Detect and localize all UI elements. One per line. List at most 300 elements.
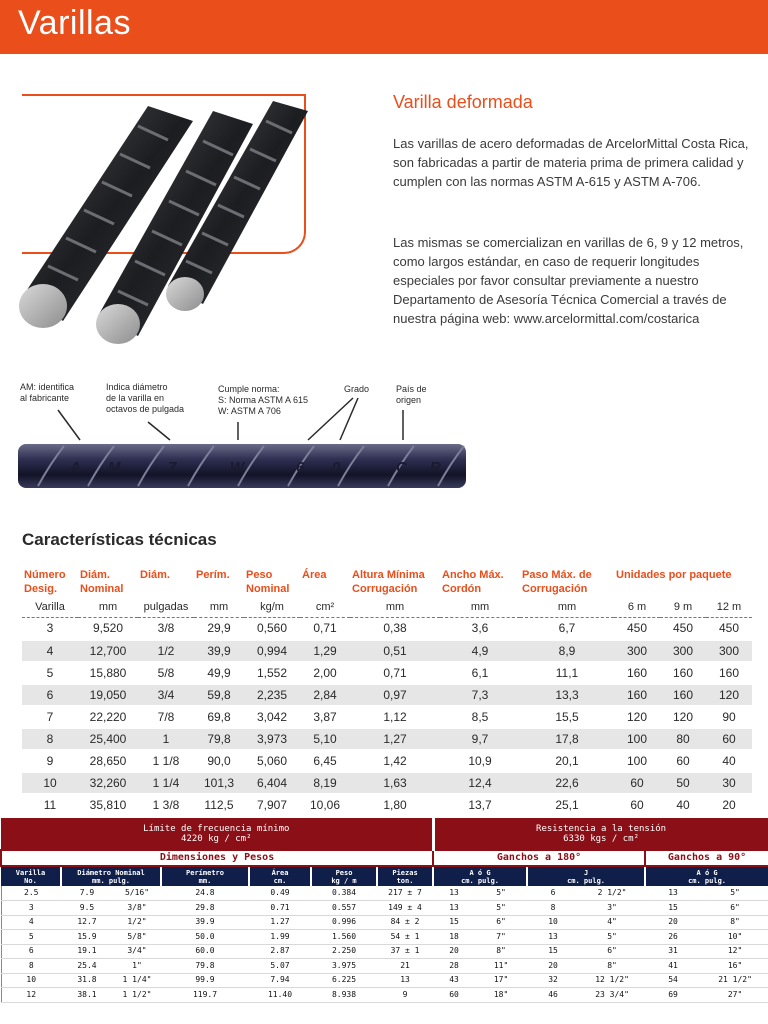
hooks-row	[1, 944, 768, 959]
hooks-cell: 10	[527, 915, 579, 930]
hooks-column-header	[249, 866, 311, 886]
specs-cell: 6,45	[300, 750, 350, 772]
hooks-cell: 38.1	[61, 988, 113, 1003]
hooks-cell: 21 1/2"	[701, 973, 768, 988]
header-max-width: Ancho Máx. Cordón	[442, 569, 504, 595]
specs-cell: 12,4	[440, 772, 520, 794]
hooks-cell: 84 ± 2	[377, 915, 433, 930]
hooks-section	[0, 818, 768, 1024]
hooks-cell: 6"	[701, 901, 768, 916]
unit-cell: Varilla	[22, 596, 78, 618]
specs-cell: 22,220	[78, 706, 138, 728]
hooks-cell: 6	[1, 944, 61, 959]
specs-cell: 29,9	[194, 618, 244, 640]
hooks-cell: 12	[1, 988, 61, 1003]
specs-units-row	[22, 596, 752, 618]
hooks-cell: 119.7	[161, 988, 249, 1003]
specs-cell: 1 3/8	[138, 794, 194, 816]
specs-cell: 11	[22, 794, 78, 816]
specs-cell: 60	[614, 772, 660, 794]
bar-mark-standard: W	[230, 459, 245, 476]
specs-cell: 40	[706, 750, 752, 772]
specs-cell: 5,060	[244, 750, 300, 772]
hooks-cell: 7.94	[249, 973, 311, 988]
specs-heading: Características técnicas	[22, 530, 217, 549]
hooks-column-header	[1, 866, 61, 886]
specs-cell: 12,700	[78, 640, 138, 662]
hooks-cell: 6.225	[311, 973, 377, 988]
hooks-cell: 3"	[579, 901, 645, 916]
hooks-cell: 1 1/4"	[113, 973, 161, 988]
specs-cell: 101,3	[194, 772, 244, 794]
bar-mark-c: C	[396, 459, 407, 476]
hooks-cell: 0.996	[311, 915, 377, 930]
hooks-cell: 5"	[579, 930, 645, 945]
hooks-cell: 5/8"	[113, 930, 161, 945]
specs-cell: 450	[660, 618, 706, 640]
specs-cell: 120	[706, 684, 752, 706]
specs-cell: 160	[706, 662, 752, 684]
specs-cell: 1,63	[350, 772, 440, 794]
hooks-cell: 46	[527, 988, 579, 1003]
hooks-column-header	[61, 866, 161, 886]
hooks-cell: 0.384	[311, 886, 377, 901]
specs-cell: 450	[614, 618, 660, 640]
specs-cell: 3/4	[138, 684, 194, 706]
hooks-table	[0, 818, 768, 1003]
hooks-column-unit: cm. pulg.	[567, 876, 606, 885]
yield-limit	[1, 818, 433, 850]
specs-cell: 79,8	[194, 728, 244, 750]
specs-cell: 450	[706, 618, 752, 640]
header-area: Área	[302, 569, 327, 581]
specs-cell: 300	[706, 640, 752, 662]
hooks-cell: 3	[1, 901, 61, 916]
hooks-cell: 10	[1, 973, 61, 988]
specs-cell: 8,9	[520, 640, 614, 662]
hooks-cell: 43	[433, 973, 475, 988]
hooks-cell: 6"	[579, 944, 645, 959]
hooks-column-title: Perímetro	[186, 868, 224, 877]
hooks-cell: 1 1/2"	[113, 988, 161, 1003]
hooks-cell: 1/2"	[113, 915, 161, 930]
header-min-height: Altura Mínima Corrugación	[352, 569, 425, 595]
specs-cell: 1,29	[300, 640, 350, 662]
hooks-cell: 15	[645, 901, 701, 916]
specs-cell: 35,810	[78, 794, 138, 816]
unit-cell: cm²	[300, 596, 350, 618]
hooks-cell: 8"	[701, 915, 768, 930]
specs-table	[22, 568, 752, 817]
hooks-cell: 17"	[475, 973, 527, 988]
hooks-cell: 5/16"	[113, 886, 161, 901]
specs-cell: 40	[660, 794, 706, 816]
specs-cell: 9,520	[78, 618, 138, 640]
hooks-cell: 12"	[701, 944, 768, 959]
specs-cell: 17,8	[520, 728, 614, 750]
hooks-cell: 7.9	[61, 886, 113, 901]
specs-cell: 6	[22, 684, 78, 706]
specs-cell: 15,880	[78, 662, 138, 684]
specs-cell: 1 1/4	[138, 772, 194, 794]
specs-cell: 0,51	[350, 640, 440, 662]
specs-cell: 4	[22, 640, 78, 662]
hooks-cell: 5"	[475, 901, 527, 916]
unit-cell: 12 m	[706, 596, 752, 618]
hooks-cell: 5"	[701, 886, 768, 901]
hooks-column-title: Área	[271, 868, 289, 877]
hooks-cell: 2.250	[311, 944, 377, 959]
specs-cell: 4,9	[440, 640, 520, 662]
specs-row	[22, 750, 752, 772]
specs-row	[22, 794, 752, 816]
specs-cell: 5,10	[300, 728, 350, 750]
hooks-cell: 0.49	[249, 886, 311, 901]
unit-cell: mm	[350, 596, 440, 618]
hooks-column-unit: No.	[24, 876, 37, 885]
specs-cell: 160	[660, 684, 706, 706]
hooks-row	[1, 915, 768, 930]
hooks-cell: 24.8	[161, 886, 249, 901]
hooks-cell: 6	[527, 886, 579, 901]
specs-cell: 90	[706, 706, 752, 728]
specs-cell: 28,650	[78, 750, 138, 772]
specs-cell: 3	[22, 618, 78, 640]
specs-cell: 112,5	[194, 794, 244, 816]
hooks-cell: 15.9	[61, 930, 113, 945]
hooks-cell: 13	[377, 973, 433, 988]
specs-cell: 69,8	[194, 706, 244, 728]
hooks-cell: 5"	[475, 886, 527, 901]
hooks-cell: 217 ± 7	[377, 886, 433, 901]
hooks-cell: 18	[433, 930, 475, 945]
hooks-row	[1, 959, 768, 974]
intro-paragraph-2: Las mismas se comercializan en varillas de 6, 9 y 12 metros, como largos estándar, en caso de requerir longitudes especiales por favor consultar previamente a nuestro Departamento de Asesoría Técnica Comercial a través de nuestra página web: www.arcelormittal.com/costarica	[393, 235, 744, 326]
specs-cell: 13,3	[520, 684, 614, 706]
hooks-column-title: Peso	[335, 868, 353, 877]
header-max-pitch: Paso Máx. de Corrugación	[522, 569, 592, 595]
hooks-cell: 3/4"	[113, 944, 161, 959]
specs-cell: 6,1	[440, 662, 520, 684]
header-nominal-diameter: Diám. Nominal	[80, 569, 124, 595]
specs-cell: 1,42	[350, 750, 440, 772]
hooks-column-header	[311, 866, 377, 886]
specs-cell: 2,84	[300, 684, 350, 706]
hooks-column-unit: cm. pulg.	[461, 876, 500, 885]
specs-cell: 1,552	[244, 662, 300, 684]
specs-cell: 3,6	[440, 618, 520, 640]
specs-cell: 19,050	[78, 684, 138, 706]
specs-cell: 300	[614, 640, 660, 662]
specs-cell: 120	[660, 706, 706, 728]
unit-cell: 6 m	[614, 596, 660, 618]
hooks-cell: 60.0	[161, 944, 249, 959]
hooks-cell: 5	[1, 930, 61, 945]
hooks-cell: 27"	[701, 988, 768, 1003]
specs-row	[22, 706, 752, 728]
specs-cell: 7/8	[138, 706, 194, 728]
specs-cell: 1 1/8	[138, 750, 194, 772]
hooks-cell: 23 3/4"	[579, 988, 645, 1003]
group-hooks-90: Ganchos a 90°	[645, 850, 768, 866]
hooks-column-row	[1, 866, 768, 886]
specs-cell: 90,0	[194, 750, 244, 772]
specs-cell: 6,404	[244, 772, 300, 794]
specs-cell: 2,235	[244, 684, 300, 706]
hooks-cell: 8"	[475, 944, 527, 959]
header-designation: Número Desig.	[24, 569, 66, 595]
hooks-cell: 13	[527, 930, 579, 945]
specs-cell: 7,3	[440, 684, 520, 706]
specs-cell: 10,06	[300, 794, 350, 816]
specs-cell: 8	[22, 728, 78, 750]
specs-cell: 0,560	[244, 618, 300, 640]
specs-cell: 0,994	[244, 640, 300, 662]
header-units-per-bundle: Unidades por paquete	[616, 569, 732, 581]
specs-cell: 5	[22, 662, 78, 684]
hooks-cell: 7"	[475, 930, 527, 945]
specs-cell: 0,38	[350, 618, 440, 640]
hooks-cell: 13	[433, 901, 475, 916]
hooks-row	[1, 973, 768, 988]
hooks-cell: 3/8"	[113, 901, 161, 916]
specs-cell: 25,400	[78, 728, 138, 750]
specs-cell: 7	[22, 706, 78, 728]
hooks-cell: 20	[645, 915, 701, 930]
bar-mark-size: 7	[168, 459, 177, 476]
callout-manufacturer: AM: identifica al fabricante	[20, 382, 75, 403]
hooks-cell: 15	[527, 944, 579, 959]
specs-cell: 11,1	[520, 662, 614, 684]
hooks-column-header	[645, 866, 768, 886]
hooks-column-header	[377, 866, 433, 886]
hooks-cell: 11.40	[249, 988, 311, 1003]
specs-cell: 5/8	[138, 662, 194, 684]
hooks-row	[1, 901, 768, 916]
hooks-body	[1, 886, 768, 1002]
hooks-cell: 5.07	[249, 959, 311, 974]
specs-cell: 0,71	[350, 662, 440, 684]
specs-row	[22, 728, 752, 750]
hooks-cell: 18"	[475, 988, 527, 1003]
specs-cell: 59,8	[194, 684, 244, 706]
hooks-cell: 3.975	[311, 959, 377, 974]
hooks-cell: 9	[377, 988, 433, 1003]
intro-heading: Varilla deformada	[393, 92, 533, 112]
hooks-cell: 16"	[701, 959, 768, 974]
hooks-column-unit: cm.	[273, 876, 287, 885]
hooks-cell: 11"	[475, 959, 527, 974]
hooks-column-title: A ó G	[696, 868, 718, 877]
specs-cell: 60	[614, 794, 660, 816]
hooks-column-title: Varilla	[15, 868, 46, 877]
hooks-cell: 8.938	[311, 988, 377, 1003]
unit-cell: pulgadas	[138, 596, 194, 618]
hooks-cell: 2.87	[249, 944, 311, 959]
hooks-row	[1, 886, 768, 901]
hooks-cell: 39.9	[161, 915, 249, 930]
hooks-column-unit: cm. pulg.	[688, 876, 727, 885]
hooks-cell: 12.7	[61, 915, 113, 930]
hooks-cell: 37 ± 1	[377, 944, 433, 959]
unit-cell: mm	[440, 596, 520, 618]
specs-cell: 1,12	[350, 706, 440, 728]
hooks-cell: 12 1/2"	[579, 973, 645, 988]
hooks-cell: 19.1	[61, 944, 113, 959]
hooks-cell: 1.560	[311, 930, 377, 945]
specs-cell: 22,6	[520, 772, 614, 794]
hooks-cell: 1.27	[249, 915, 311, 930]
unit-cell: 9 m	[660, 596, 706, 618]
hooks-cell: 69	[645, 988, 701, 1003]
specs-cell: 120	[614, 706, 660, 728]
hooks-cell: 26	[645, 930, 701, 945]
hooks-band-row	[1, 818, 768, 850]
specs-cell: 10,9	[440, 750, 520, 772]
specs-header-row	[22, 568, 752, 596]
specs-cell: 20,1	[520, 750, 614, 772]
group-hooks-180: Ganchos a 180°	[433, 850, 645, 866]
bar-mark-m: M	[108, 459, 121, 476]
hooks-column-unit: kg / m	[331, 876, 357, 885]
specs-cell: 3,042	[244, 706, 300, 728]
hooks-cell: 10"	[701, 930, 768, 945]
specs-cell: 3/8	[138, 618, 194, 640]
specs-cell: 160	[660, 662, 706, 684]
hooks-cell: 1"	[113, 959, 161, 974]
hooks-row	[1, 930, 768, 945]
specs-cell: 160	[614, 684, 660, 706]
hooks-cell: 79.8	[161, 959, 249, 974]
hooks-cell: 50.0	[161, 930, 249, 945]
specs-cell: 3,87	[300, 706, 350, 728]
hooks-cell: 6"	[475, 915, 527, 930]
hooks-cell: 29.8	[161, 901, 249, 916]
hooks-cell: 21	[377, 959, 433, 974]
specs-cell: 1,80	[350, 794, 440, 816]
callout-standard: Cumple norma: S: Norma ASTM A 615 W: ASTM A 706	[218, 384, 309, 416]
hooks-cell: 54	[645, 973, 701, 988]
hooks-cell: 20	[527, 959, 579, 974]
specs-cell: 8,19	[300, 772, 350, 794]
hooks-cell: 149 ± 4	[377, 901, 433, 916]
specs-row	[22, 640, 752, 662]
unit-cell: mm	[520, 596, 614, 618]
hooks-column-title: A ó G	[469, 868, 491, 877]
specs-cell: 30	[706, 772, 752, 794]
group-dimensions: Dimensiones y Pesos	[1, 850, 433, 866]
specs-cell: 80	[660, 728, 706, 750]
specs-cell: 20	[706, 794, 752, 816]
hooks-cell: 32	[527, 973, 579, 988]
specs-cell: 10	[22, 772, 78, 794]
hooks-column-header	[527, 866, 645, 886]
tensile-strength-title: Resistencia a la tensión	[536, 823, 667, 834]
specs-cell: 9,7	[440, 728, 520, 750]
specs-row	[22, 772, 752, 794]
rebar-photo	[18, 96, 318, 346]
hooks-cell: 31.8	[61, 973, 113, 988]
specs-row	[22, 618, 752, 640]
hooks-cell: 31	[645, 944, 701, 959]
specs-cell: 0,97	[350, 684, 440, 706]
bar-mark-grade-0: 0	[332, 459, 341, 476]
specs-cell: 32,260	[78, 772, 138, 794]
yield-limit-value: 4220 kg / cm²	[181, 833, 252, 844]
hooks-column-header	[433, 866, 527, 886]
callout-diameter: Indica diámetro de la varilla en octavos de pulgada	[106, 382, 185, 414]
hooks-cell: 8"	[579, 959, 645, 974]
bar-mark-a: A	[70, 459, 81, 476]
hooks-cell: 25.4	[61, 959, 113, 974]
header-nominal-weight: Peso Nominal	[246, 569, 290, 595]
hooks-cell: 54 ± 1	[377, 930, 433, 945]
specs-cell: 3,973	[244, 728, 300, 750]
hooks-cell: 2.5	[1, 886, 61, 901]
specs-cell: 7,907	[244, 794, 300, 816]
hooks-column-title: J	[583, 868, 589, 877]
hooks-column-header	[161, 866, 249, 886]
specs-cell: 6,7	[520, 618, 614, 640]
rebar-marking-diagram	[18, 380, 468, 492]
header-perimeter: Perím.	[196, 569, 230, 581]
hooks-cell: 2 1/2"	[579, 886, 645, 901]
hooks-column-unit: ton.	[396, 876, 414, 885]
tensile-strength-value: 6330 kgs / cm²	[563, 833, 639, 844]
specs-cell: 1,27	[350, 728, 440, 750]
specs-cell: 160	[614, 662, 660, 684]
bar-mark-r: R	[430, 459, 441, 476]
hooks-cell: 8	[527, 901, 579, 916]
specs-cell: 9	[22, 750, 78, 772]
hooks-cell: 1.99	[249, 930, 311, 945]
hooks-cell: 99.9	[161, 973, 249, 988]
specs-cell: 2,00	[300, 662, 350, 684]
specs-cell: 60	[706, 728, 752, 750]
hooks-cell: 20	[433, 944, 475, 959]
hooks-cell: 0.71	[249, 901, 311, 916]
specs-cell: 100	[614, 728, 660, 750]
header-diameter: Diám.	[140, 569, 170, 581]
hooks-cell: 60	[433, 988, 475, 1003]
page-header	[0, 0, 768, 54]
hooks-cell: 0.557	[311, 901, 377, 916]
hooks-cell: 13	[433, 886, 475, 901]
bar-mark-grade-6: 6	[296, 459, 305, 476]
hooks-row	[1, 988, 768, 1003]
callout-grade: Grado	[344, 384, 370, 394]
unit-cell: kg/m	[244, 596, 300, 618]
specs-cell: 49,9	[194, 662, 244, 684]
unit-cell: mm	[194, 596, 244, 618]
callout-leaders	[58, 398, 403, 440]
hooks-cell: 4	[1, 915, 61, 930]
hooks-column-unit: mm. pulg.	[92, 876, 130, 885]
intro-paragraph-1: Las varillas de acero deformadas de ArcelorMittal Costa Rica, son fabricadas a partir de materia prima de primera calidad y cumplen con las normas ASTM A-615 y ASTM A-706.	[393, 136, 749, 189]
specs-cell: 0,71	[300, 618, 350, 640]
yield-limit-title: Límite de frecuencia mínimo	[143, 823, 290, 834]
hooks-cell: 28	[433, 959, 475, 974]
specs-cell: 15,5	[520, 706, 614, 728]
specs-cell: 60	[660, 750, 706, 772]
hooks-column-title: Piezas	[392, 868, 418, 877]
specs-cell: 13,7	[440, 794, 520, 816]
hooks-column-unit: mm.	[198, 876, 212, 885]
specs-cell: 25,1	[520, 794, 614, 816]
hooks-cell: 9.5	[61, 901, 113, 916]
unit-cell: mm	[78, 596, 138, 618]
specs-cell: 8,5	[440, 706, 520, 728]
